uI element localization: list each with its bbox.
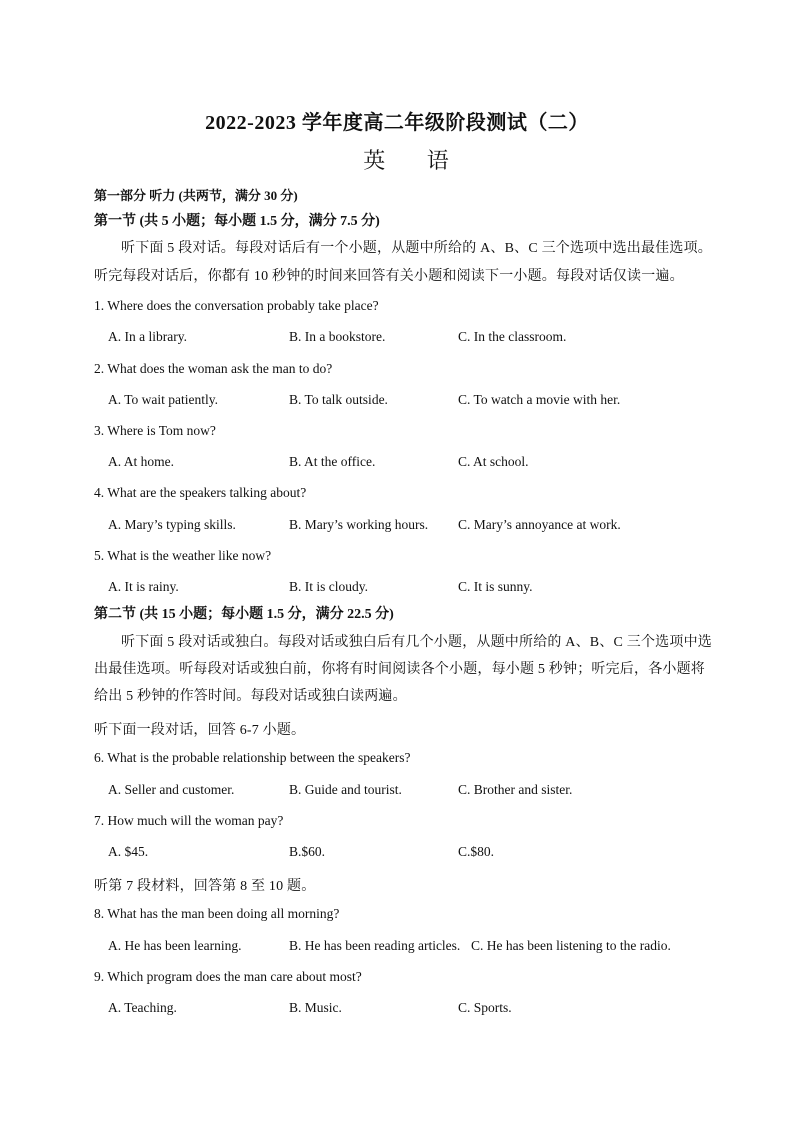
section1-instructions-line1: 听下面 5 段对话。每段对话后有一个小题，从题中所给的 A、B、C 三个选项中选出最佳选项。 — [121, 241, 712, 256]
question-1-option-b: B. In a bookstore. — [289, 329, 386, 344]
section1-heading: 第一节 (共 5 小题；每小题 1.5 分，满分 7.5 分) — [94, 214, 380, 229]
question-4-option-c: C. Mary’s annoyance at work. — [458, 517, 621, 532]
group-1-instruction: 听下面一段对话，回答 6-7 小题。 — [94, 723, 306, 738]
question-5: 5. What is the weather like now? — [94, 548, 272, 563]
question-6-option-b: B. Guide and tourist. — [289, 782, 402, 797]
question-3-option-c: C. At school. — [458, 454, 529, 469]
question-5-option-a: A. It is rainy. — [108, 579, 179, 594]
question-7-option-c: C.$80. — [458, 844, 495, 859]
question-8-option-c: C. He has been listening to the radio. — [471, 938, 671, 953]
question-7-option-b: B.$60. — [289, 844, 326, 859]
group-2-instruction: 听第 7 段材料，回答第 8 至 10 题。 — [94, 879, 316, 894]
section2-instructions-line2: 出最佳选项。听每段对话或独白前，你将有时间阅读各个小题，每小题 5 秒钟；听完后，各小题将 — [94, 662, 705, 677]
question-2-option-c: C. To watch a movie with her. — [458, 392, 621, 407]
question-8-option-b: B. He has been reading articles. — [289, 938, 461, 953]
question-1: 1. Where does the conversation probably take place? — [94, 298, 379, 313]
section2-instructions-line3: 给出 5 秒钟的作答时间。每段对话或独白读两遍。 — [94, 689, 407, 704]
question-2-option-b: B. To talk outside. — [289, 392, 388, 407]
question-9-option-b: B. Music. — [289, 1000, 342, 1015]
question-4-option-a: A. Mary’s typing skills. — [108, 517, 236, 532]
question-5-option-b: B. It is cloudy. — [289, 579, 368, 594]
question-7: 7. How much will the woman pay? — [94, 813, 284, 828]
question-2: 2. What does the woman ask the man to do? — [94, 361, 333, 376]
section1-instructions-line2: 听完每段对话后，你都有 10 秒钟的时间来回答有关小题和阅读下一小题。每段对话仅读一遍。 — [94, 269, 684, 284]
question-5-option-c: C. It is sunny. — [458, 579, 533, 594]
question-6-option-a: A. Seller and customer. — [108, 782, 235, 797]
question-6: 6. What is the probable relationship between the speakers? — [94, 750, 411, 765]
question-1-option-c: C. In the classroom. — [458, 329, 567, 344]
section2-heading: 第二节 (共 15 小题；每小题 1.5 分，满分 22.5 分) — [94, 607, 394, 622]
question-4-option-b: B. Mary’s working hours. — [289, 517, 429, 532]
question-8-option-a: A. He has been learning. — [108, 938, 242, 953]
question-3-option-b: B. At the office. — [289, 454, 376, 469]
question-1-option-a: A. In a library. — [108, 329, 187, 344]
question-4: 4. What are the speakers talking about? — [94, 485, 307, 500]
question-3-option-a: A. At home. — [108, 454, 174, 469]
question-9-option-a: A. Teaching. — [108, 1000, 177, 1015]
subject-title: 英 语 — [363, 148, 467, 173]
part1-heading: 第一部分 听力 (共两节，满分 30 分) — [94, 188, 298, 203]
question-3: 3. Where is Tom now? — [94, 423, 216, 438]
exam-title: 2022-2023 学年度高二年级阶段测试（二） — [205, 112, 589, 134]
section2-instructions-line1: 听下面 5 段对话或独白。每段对话或独白后有几个小题，从题中所给的 A、B、C 三个选项中选 — [121, 635, 712, 650]
question-2-option-a: A. To wait patiently. — [108, 392, 219, 407]
question-8: 8. What has the man been doing all morning? — [94, 906, 340, 921]
question-6-option-c: C. Brother and sister. — [458, 782, 573, 797]
question-7-option-a: A. $45. — [108, 844, 149, 859]
question-9-option-c: C. Sports. — [458, 1000, 512, 1015]
question-9: 9. Which program does the man care about most? — [94, 969, 362, 984]
